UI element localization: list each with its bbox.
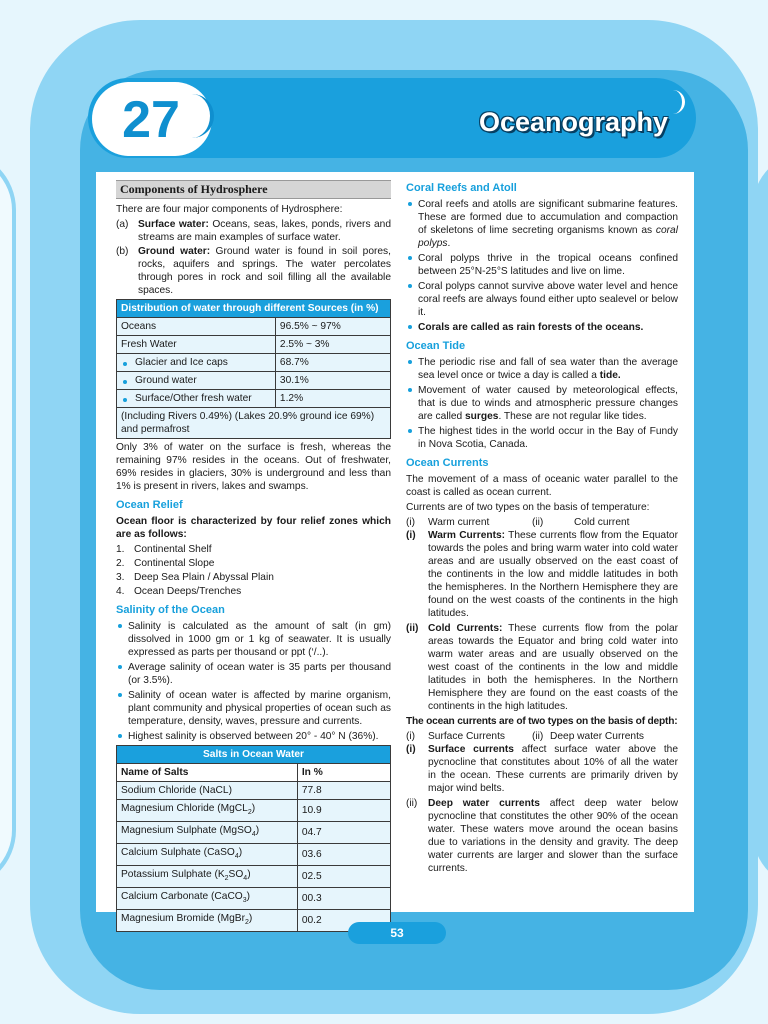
table-cell: 02.5 [297,866,390,888]
sub-item-label: Surface/Other fresh water [121,393,252,404]
table-cell: 00.2 [297,910,390,932]
table-row [117,782,391,800]
coral-heading: Coral Reefs and Atoll [406,182,517,194]
item-bold-text: Corals are called as rain forests of the oceans. [418,322,644,333]
salt-name-tail: ) [248,913,253,925]
currents-types-depth: The ocean currents are of two types on the basis of depth: [406,716,678,727]
column-header: Name of Salts [117,764,298,782]
list-item: Average salinity of ocean water is 35 parts per thousand (or 3.5%). [116,661,391,687]
table-cell [117,888,298,910]
table-row [117,844,391,866]
salt-name: Calcium Carbonate (CaCO [121,891,243,903]
item-emphasis: coral polyps [418,225,678,249]
table-row [117,866,391,888]
table-header-row [117,764,391,782]
item-text: Coral reefs and atolls are significant submarine features. These are formed due to accumulation and compaction of skeletons of lime secreting organisms known as [418,199,678,236]
list-marker: 2. [116,558,125,569]
salt-name-tail: ) [255,825,260,837]
list-marker: (i) [406,744,416,755]
salts-table-title: Salts in Ocean Water [117,746,391,764]
option-text: Cold current [574,517,630,528]
item-term: Surface water: [138,219,209,230]
list-item [406,797,678,875]
table-cell: 03.6 [297,844,390,866]
item-bold-text: tide. [599,370,621,381]
tide-heading: Ocean Tide [406,340,466,352]
item-text: . [447,238,451,249]
item-text: These currents flow from the Equator towards the poles and bring warm water into cold water areas and are usually observed on the east coast of the continents in the low and middle latitudes in both the hemispheres. In the Northern Hemisphere they are found on the west coasts of the continents in the high latitudes. [428,530,678,619]
item-text: Continental Shelf [134,544,212,555]
option-marker: (ii) [532,517,544,528]
item-term: Cold Currents: [428,623,503,634]
item-term: Warm Currents: [428,530,506,541]
salt-name: Magnesium Bromide (MgBr [121,913,245,925]
salt-name-tail: ) [246,891,251,903]
table-row [117,408,391,439]
list-item [406,384,678,423]
item-text: Ground water is found in soil pores, rocks, aquifers and springs. The water percolates through pores in rock and soil filling all the available spaces. [138,246,391,296]
table-cell [117,354,276,372]
item-text: affect surface water above the pycnocline that constitutes about 10% of all the water in the ocean. These currents are primarily driven by major wind belts. [428,744,678,794]
option-marker: (i) [406,517,416,528]
table-cell: 30.1% [275,372,390,390]
salinity-list [116,620,391,743]
table-row [117,888,391,910]
subscript: 4 [251,831,256,839]
chapter-number: 27 [122,91,180,149]
distribution-table-title: Distribution of water through different Sources (in %) [117,300,391,318]
salt-name-tail: ) [251,803,256,814]
option-text: Surface Currents [428,731,506,742]
table-cell [117,910,298,932]
currents-types-temperature: Currents are of two types on the basis of temperature: [406,502,650,513]
chapter-title: Oceanography [478,107,668,137]
item-text: Continental Slope [134,558,215,569]
table-cell [117,844,298,866]
table-cell: 2.5% ~ 3% [275,336,390,354]
table-cell [117,390,276,408]
page-content [96,172,694,927]
table-row [117,800,391,822]
right-column [406,180,678,877]
item-term: Ground water: [138,246,211,257]
column-header: In % [297,764,390,782]
adjacent-page-left [0,150,16,890]
table-cell: 1.2% [275,390,390,408]
list-marker: 4. [116,586,125,597]
list-item [116,557,391,570]
tide-list [406,356,678,451]
table-cell: Sodium Chloride (NaCL) [117,782,298,800]
table-row [117,390,391,408]
list-item [406,622,678,713]
item-bold-text: surges [465,411,499,422]
item-text: Movement of water caused by meteorological effects, that is due to winds and atmospheric pressure changes are called [418,385,678,422]
list-item [116,245,391,297]
list-marker: (b) [116,246,129,257]
table-cell [117,822,298,844]
table-footer-cell: (Including Rivers 0.49%) (Lakes 20.9% ground ice 69%) and permafrost [117,408,391,439]
item-text: Oceans, seas, lakes, ponds, rivers and streams are main examples of surface water. [138,219,391,243]
list-item [406,198,678,250]
list-item [116,571,391,584]
list-item: The highest tides in the world occur in the Bay of Fundy in Nova Scotia, Canada. [406,425,678,451]
currents-intro: The movement of a mass of oceanic water parallel to the coast is called as ocean current. [406,474,678,498]
depth-currents-list [406,743,678,875]
list-item: Salinity is calculated as the amount of salt (in gm) dissolved in 1000 gm or 1 kg of seawater. It is usually expressed as parts per thousand or ppt (‘/..). [116,620,391,659]
salt-name: Magnesium Sulphate (MgSO [121,825,252,837]
table-row [117,372,391,390]
list-item [406,743,678,795]
list-item [406,529,678,620]
table-cell [117,800,298,822]
list-item: Coral polyps thrive in the tropical oceans confined between 25°N-25°S latitudes and live on lime. [406,252,678,278]
item-text: Ocean Deeps/Trenches [134,586,242,597]
list-marker: 3. [116,572,125,583]
salt-name-mid: SO [228,869,244,881]
table-cell [117,372,276,390]
salts-table [116,745,391,932]
coral-list [406,198,678,334]
list-item [406,321,678,334]
table-cell: 04.7 [297,822,390,844]
salt-name: Magnesium Chloride (MgCL [121,803,248,814]
list-marker: (i) [406,530,416,541]
components-heading: Components of Hydrosphere [116,180,391,199]
table-cell: Fresh Water [117,336,276,354]
table-cell: 10.9 [297,800,390,822]
option-marker: (ii) [532,731,544,742]
salinity-heading: Salinity of the Ocean [116,604,225,616]
table-cell: 00.3 [297,888,390,910]
item-text: The periodic rise and fall of sea water than the average sea level once or twice a day is called a [418,357,678,381]
list-item: Salinity of ocean water is affected by marine organism, plant community and physical properties of ocean such as temperature, density, waves, pressure and currents. [116,689,391,728]
currents-heading: Ocean Currents [406,457,489,469]
list-item [116,543,391,556]
fresh-water-paragraph: Only 3% of water on the surface is fresh, whereas the remaining 97% resides in the oceans. Out of freshwater, 69% resides in glaciers, 30% is underground and less than 1% is present in rivers, lakes and swamps. [116,442,391,492]
subscript: 2 [245,919,249,927]
list-item: Highest salinity is observed between 20° - 40° N (36%). [116,730,391,743]
item-text: Deep Sea Plain / Abyssal Plain [134,572,274,583]
list-item [116,218,391,244]
distribution-table [116,299,391,439]
temperature-currents-list [406,529,678,713]
option-text: Warm current [428,517,490,528]
table-cell: Oceans [117,318,276,336]
subscript: 4 [243,875,248,883]
components-intro: There are four major components of Hydrosphere: [116,204,343,215]
list-marker: (a) [116,219,129,230]
table-cell: 96.5% ~ 97% [275,318,390,336]
subscript: 3 [242,897,247,905]
item-text: . These are not regular like tides. [498,411,647,422]
subscript: 4 [234,853,239,861]
table-row [117,318,391,336]
item-text: These currents flow from the polar areas towards the Equator and bring cold water into warm water areas and are usually observed on the west coast of the continents in the low and middle latitudes in both the hemispheres. In the Northern Hemisphere they are found on the east coasts of the continents in the high latitudes. [428,623,679,712]
sub-item-label: Ground water [121,375,197,386]
subscript: 2 [247,809,252,817]
ocean-relief-intro: Ocean floor is characterized by four relief zones which are as follows: [116,516,391,540]
temperature-options [406,516,678,529]
left-column [116,180,391,934]
salt-name: Calcium Sulphate (CaSO [121,847,235,859]
option-text: Deep water Currents [550,731,644,742]
item-text: affect deep water below pycnocline that constitutes the other 90% of the ocean water. These waters move around the ocean basins due to variations in the density and gravity. The deep water currents are larger and slower than the surface currents. [428,798,678,874]
table-row [117,354,391,372]
relief-list [116,543,391,598]
components-list [116,218,391,297]
sub-item-label: Glacier and Ice caps [121,357,228,368]
table-row [117,822,391,844]
depth-options [406,730,678,743]
list-item [406,356,678,382]
table-cell: 68.7% [275,354,390,372]
item-term: Deep water currents [428,798,540,809]
subscript: 2 [224,875,229,883]
option-marker: (i) [406,731,416,742]
ocean-relief-heading: Ocean Relief [116,499,183,511]
item-term: Surface currents [428,744,514,755]
list-item [116,585,391,598]
table-cell [117,866,298,888]
list-marker: 1. [116,544,125,555]
page-number: 53 [348,922,446,944]
list-marker: (ii) [406,798,418,809]
list-marker: (ii) [406,623,419,634]
list-item: Coral polyps cannot survive above water level and hence coral reefs are always found either upto sealevel or below it. [406,280,678,319]
salt-name-tail: ) [247,869,251,881]
table-row [117,336,391,354]
salt-name: Potassium Sulphate (K [121,869,225,881]
table-cell: 77.8 [297,782,390,800]
salt-name-tail: ) [238,847,243,859]
